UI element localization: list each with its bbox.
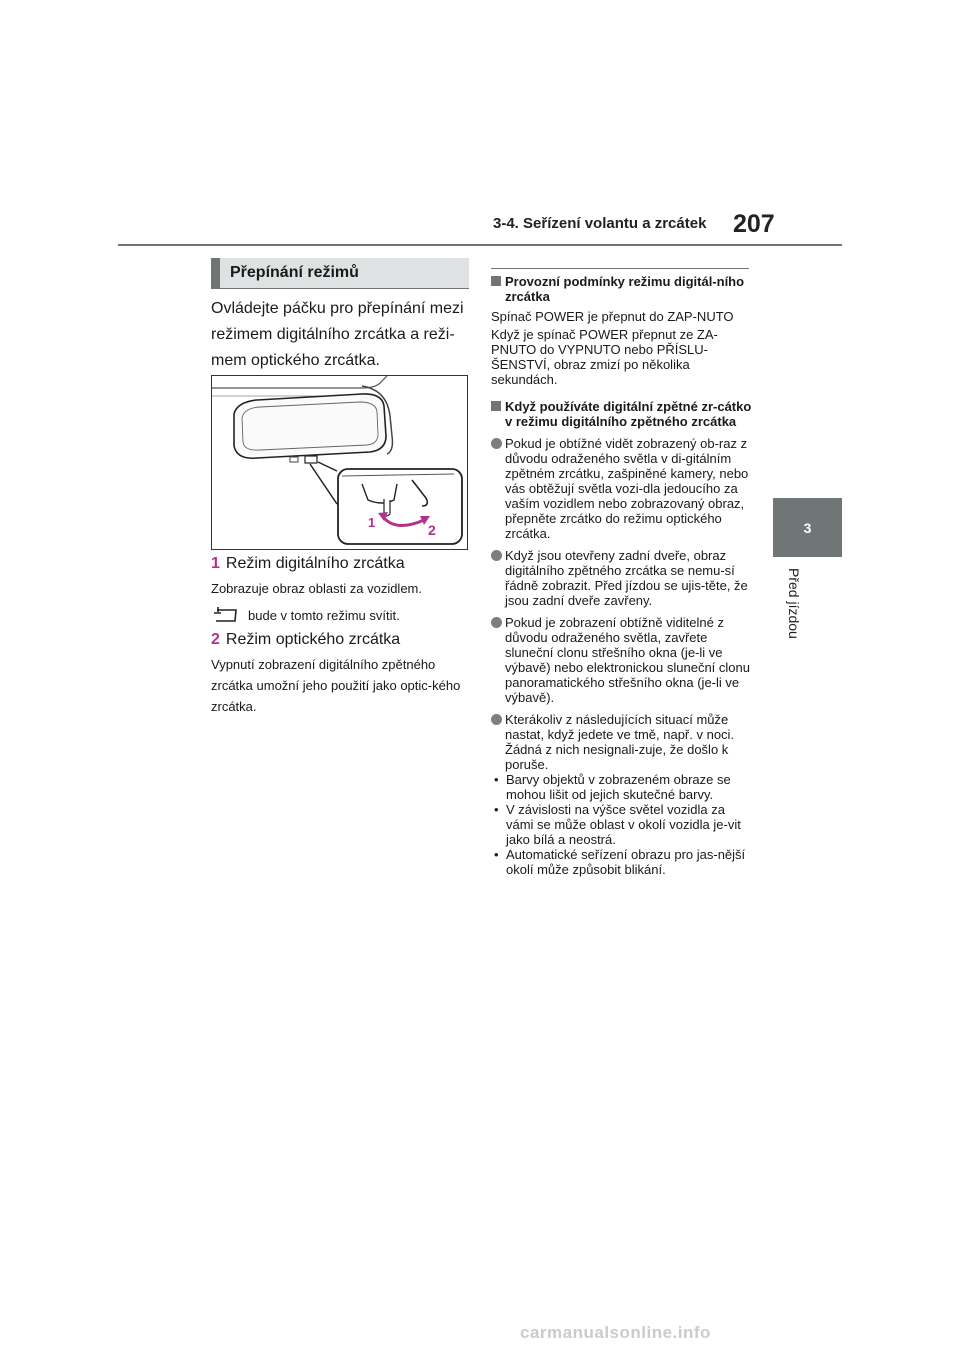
indicator-text: bude v tomto režimu svítit. [248, 607, 400, 623]
dash-text: Barvy objektů v zobrazeném obraze se mohou lišit od jejich skutečné barvy. [506, 772, 731, 802]
item-optical-mode [211, 631, 400, 649]
conditions-divider [491, 268, 749, 269]
dash-item [491, 802, 755, 847]
bullet-dot-icon [491, 714, 502, 725]
bullet-text: Pokud je obtížné vidět zobrazený ob-raz z důvodu odraženého světla v di-gitálním zpětném zrcátku, zašpiněné kamery, nebo vás obtěžují světla vozi-dla jedoucího za vaším vozidlem nebo zobrazovaný obraz, přepněte zrcátko do režimu optického zrcátka. [505, 436, 749, 541]
conditions-title: Provozní podmínky režimu digitál-ního zrcátka [505, 274, 745, 304]
bullet-item [491, 615, 755, 705]
dash-mark: • [494, 802, 499, 817]
dash-mark: • [494, 772, 499, 787]
item-digital-desc: Zobrazuje obraz oblasti za vozidlem. [211, 581, 422, 596]
conditions-paragraph-1: Spínač POWER je přepnut do ZAP-NUTO [491, 309, 734, 324]
figure-label-2: 2 [428, 522, 436, 538]
conditions-paragraph-2: Když je spínač POWER přepnut ze ZA-PNUTO do VYPNUTO nebo PŘÍSLU-ŠENSTVÍ, obraz zmizí po několika sekundách. [491, 327, 718, 387]
square-bullet-icon [491, 401, 501, 411]
bullet-dot-icon [491, 438, 502, 449]
chapter-tab-label: Před jízdou [786, 568, 802, 639]
item-number: 1 [211, 555, 220, 572]
dash-item [491, 772, 755, 802]
bullet-text: Pokud je zobrazení obtížně viditelné z důvodu odraženého světla, zavřete sluneční clonu střešního okna (je-li ve výbavě) nebo elektronickou sluneční clonu panoramatického střešního okna (je-li ve výbavě). [505, 615, 750, 705]
dash-mark: • [494, 847, 499, 862]
item-number: 2 [211, 631, 220, 648]
dash-text: V závislosti na výšce světel vozidla za vámi se může oblast v okolí vozidla je-vit jako bílá a neostrá. [506, 802, 741, 847]
mirror-indicator-icon [212, 607, 238, 623]
page-number: 207 [733, 210, 775, 238]
bullet-dot-icon [491, 617, 502, 628]
bullet-dot-icon [491, 550, 502, 561]
section-title: Přepínání režimů [211, 258, 469, 289]
figure-label-1: 1 [368, 515, 376, 530]
header-section-title: 3-4. Seřízení volantu a zrcátek [493, 215, 707, 232]
item-optical-desc: Vypnutí zobrazení digitálního zpětného zrcátka umožní jeho použití jako optic-kého zrcátka. [211, 657, 461, 714]
item-digital-mode [211, 555, 405, 573]
indicator-line [212, 607, 400, 623]
item-title: Režim optického zrcátka [225, 631, 401, 648]
bullet-item [491, 548, 755, 608]
bullet-item [491, 436, 755, 541]
header-divider [118, 244, 842, 246]
right-column [491, 268, 755, 877]
watermark: carmanualsonline.info [520, 1323, 711, 1342]
usage-heading [491, 399, 755, 429]
intro-text: Ovládejte páčku pro přepínání mezi režimem digitálního zrcátka a reži-mem optického zrcátka. [211, 300, 464, 369]
bullet-text: Kterákoliv z následujících situací může nastat, když jedete ve tmě, např. v noci. Žádná z nich nesignali-zuje, že došlo k poruše. [505, 712, 735, 772]
square-bullet-icon [491, 276, 501, 286]
mirror-figure [211, 375, 468, 550]
bullet-item [491, 712, 755, 772]
usage-title: Když používáte digitální zpětné zr-cátko v režimu digitálního zpětného zrcátka [505, 399, 752, 429]
bullet-text: Když jsou otevřeny zadní dveře, obraz digitálního zpětného zrcátka se nemu-sí řádně zobrazit. Před jízdou se ujis-těte, že jsou zadní dveře zavřeny. [505, 548, 748, 608]
mirror-illustration [212, 376, 467, 549]
conditions-heading [491, 274, 755, 304]
dash-text: Automatické seřízení obrazu pro jas-nější okolí může způsobit blikání. [506, 847, 746, 877]
dash-item [491, 847, 755, 877]
item-title: Režim digitálního zrcátka [225, 555, 405, 572]
chapter-tab[interactable]: 3 [773, 498, 842, 557]
